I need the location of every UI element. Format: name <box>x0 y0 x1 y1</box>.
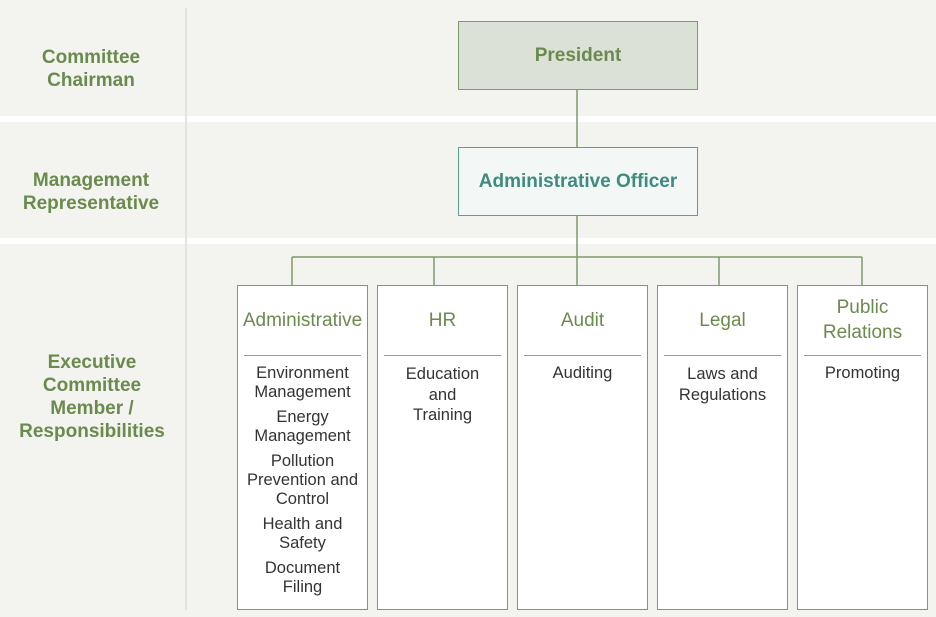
responsibility-item: Energy Management <box>254 408 351 445</box>
administrative-officer-box: Administrative Officer <box>458 147 698 216</box>
column-public-relations <box>797 285 928 610</box>
label-divider <box>185 8 187 610</box>
responsibility-item: Education and Training <box>405 365 480 424</box>
row-label-executive: Executive Committee Member / Responsibilities <box>19 352 165 442</box>
responsibility-item: Pollution Prevention and Control <box>247 452 358 508</box>
responsibility-list <box>520 364 645 389</box>
responsibility-item: Document Filing <box>264 559 341 596</box>
column-rule <box>664 355 781 356</box>
responsibility-item: Promoting <box>824 364 901 382</box>
row-label-chairman: Committee Chairman <box>41 47 141 91</box>
column-hr <box>377 285 508 610</box>
responsibility-list <box>800 364 925 389</box>
president-box: President <box>458 21 698 90</box>
column-title: Public Relations <box>822 297 903 343</box>
responsibility-item: Health and Safety <box>262 515 343 552</box>
column-rule <box>244 355 361 356</box>
column-rule <box>384 355 501 356</box>
column-title: Administrative <box>242 309 363 331</box>
responsibility-list <box>660 364 785 411</box>
responsibility-item: Laws and Regulations <box>678 365 767 404</box>
responsibility-list <box>240 364 365 603</box>
column-title: HR <box>428 309 457 331</box>
column-title: Legal <box>699 309 746 331</box>
row-label-representative: Management Representative <box>22 170 160 214</box>
column-administrative <box>237 285 368 610</box>
responsibility-list <box>380 364 505 432</box>
column-rule <box>524 355 641 356</box>
column-audit <box>517 285 648 610</box>
responsibility-item: Auditing <box>552 364 613 382</box>
responsibility-item: Environment Management <box>254 364 351 401</box>
column-legal <box>657 285 788 610</box>
column-rule <box>804 355 921 356</box>
column-title: Audit <box>560 309 605 331</box>
